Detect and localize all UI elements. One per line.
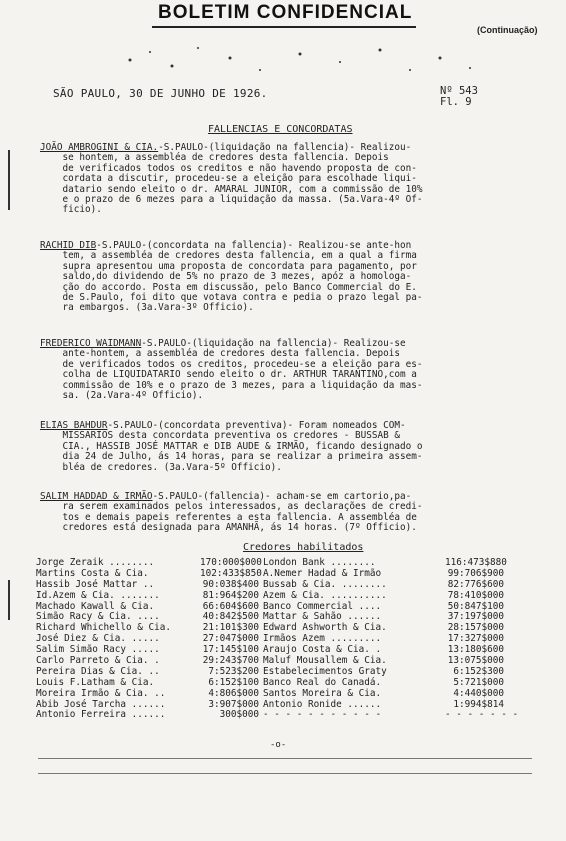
creditor-amount: 27:047$000 xyxy=(202,633,259,645)
creditor-name: Moreira Irmão & Cia. .. xyxy=(36,687,166,699)
creditor-amount: 40:842$500 xyxy=(202,611,259,623)
entry-bahdur xyxy=(40,421,552,473)
creditor-name: Martins Costa & Cia. xyxy=(36,567,149,579)
margin-mark xyxy=(8,580,10,620)
creditor-name: Carlo Parreto & Cia. . xyxy=(36,655,160,667)
bottom-rule xyxy=(38,773,532,774)
creditor-row xyxy=(36,689,536,700)
creditor-amount: 3:907$000 xyxy=(208,698,259,710)
creditor-name: Machado Kawall & Cia. xyxy=(36,600,155,612)
creditor-name: Id.Azem & Cia. ....... xyxy=(36,589,160,601)
creditor-name: Azem & Cia. .......... xyxy=(263,589,387,601)
creditor-amount: 29:243$700 xyxy=(202,655,259,667)
margin-mark xyxy=(8,150,10,210)
creditor-name: Hassib José Mattar .. xyxy=(36,578,155,590)
entry-lead: JOÃO AMBROGINI & CIA. xyxy=(40,142,159,153)
creditor-name: - - - - - - - - - - - xyxy=(263,709,382,721)
creditor-amount: 82:776$600 xyxy=(447,578,504,590)
creditor-name: Richard Whichello & Cia. xyxy=(36,622,172,634)
creditor-amount: 116:473$880 xyxy=(445,557,507,568)
entry-text: -S.PAULO-(liquidação na fallencia)- Realizou-se ante-hontem, a assembléa de credores desta fallencia. Depois de verificados todos os creditos, procedeu-se a eleição para es- colha de LIQUIDATARIO sendo eleito o dr. ARTHUR TARANTINO,com a commissão de 10% e o prazo de 3 mezes, para a liquidação da mas- sa. (2a.Vara-4º Officio). xyxy=(62,338,423,402)
creditor-amount: - - - - - - - xyxy=(445,709,519,721)
creditor-name: Edward Ashworth & Cia. xyxy=(263,622,387,634)
creditor-name: Antonio Ronide ...... xyxy=(263,698,382,710)
creditors-title: Credores habilitados xyxy=(243,542,364,553)
title-underline xyxy=(152,26,416,28)
entry-ambrogini xyxy=(40,143,552,216)
creditor-name: Banco Real do Canadá. xyxy=(263,676,382,688)
end-mark: -o- xyxy=(270,740,287,750)
creditor-amount: 102:433$850 xyxy=(200,567,262,579)
entry-waidmann xyxy=(40,339,552,401)
continuation-label: (Continuação) xyxy=(477,25,538,35)
creditor-amount: 37:197$000 xyxy=(447,611,504,623)
entry-text: -S.PAULO-(fallencia)- acham-se em cartorio,pa- ra serem examinados pelos interessados, as declarações de credi- tos e demais papeis referentes a esta fallencia. A assembléa de credores está designada para AMANHÃ, ás 14 horas. (7º Officio). xyxy=(62,491,423,534)
creditor-amount: 90:038$400 xyxy=(202,578,259,590)
creditor-name: London Bank ........ xyxy=(263,557,376,568)
creditor-name: Simão Racy & Cia. .... xyxy=(36,611,160,623)
entry-haddad xyxy=(40,492,552,534)
bottom-rule xyxy=(38,758,532,759)
creditor-name: Pereira Dias & Cia. .. xyxy=(36,665,160,677)
entry-lead: RACHID DIB xyxy=(40,240,97,251)
creditor-amount: 170:000$000 xyxy=(200,557,262,568)
sheet-number: Fl. 9 xyxy=(440,96,472,108)
creditor-name: Salim Simão Racy ..... xyxy=(36,644,160,656)
entry-text: -S.PAULO-(concordata preventiva)- Foram nomeados COM- MISSARIOS desta concordata preventiva os credores - BUSSAB & CIA., HASSIB JOSÉ MATTAR e DIB AUDE & IRMÃO, ficando designado o dia 24 de Julho, ás 14 horas, para se realizar a primeira assem- bléa de credores. (3a.Vara-5º Officio). xyxy=(62,420,423,473)
creditor-name: A.Nemer Hadad & Irmão xyxy=(263,567,382,579)
creditor-name: Louis F.Latham & Cia. xyxy=(36,676,155,688)
creditors-table xyxy=(36,558,536,721)
creditor-amount: 17:327$000 xyxy=(447,633,504,645)
entry-lead: FREDERICO WAIDMANN xyxy=(40,338,142,349)
creditor-name: Bussab & Cia. ........ xyxy=(263,578,387,590)
creditor-name: Santos Moreira & Cia. xyxy=(263,687,382,699)
creditor-amount: 50:847$100 xyxy=(447,600,504,612)
creditor-name: Antonio Ferreira ...... xyxy=(36,709,166,721)
issue-number-value: Nº 543 xyxy=(440,85,478,97)
creditor-amount: 81:964$200 xyxy=(202,589,259,601)
creditor-name: Araujo Costa & Cia. . xyxy=(263,644,382,656)
entry-rachid-dib xyxy=(40,241,552,314)
creditor-amount: 4:806$000 xyxy=(208,687,259,699)
entry-text: -S.PAULO-(concordata na fallencia)- Realizou-se ante-hon tem, a assembléa de credores desta fallencia, em a qual a firma supra apresentou uma proposta de concordata para pagamento, por saldo,do dividendo de 5% no prazo de 3 mezes, apóz a homologa- ção do accordo. Posta em discussão, pelo Banco Commercial do E. de S.Paulo, foi dito que votava contra e pedia o prazo legal pa- ra embargos. (3a.Vara-3º Officio). xyxy=(62,240,423,314)
creditor-amount: 5:721$000 xyxy=(453,676,504,688)
creditor-amount: 78:410$000 xyxy=(447,589,504,601)
creditor-amount: 66:604$600 xyxy=(202,600,259,612)
creditor-amount: 7:523$200 xyxy=(208,665,259,677)
creditor-amount: 6:152$100 xyxy=(208,676,259,688)
creditor-name: Banco Commercial .... xyxy=(263,600,382,612)
creditor-amount: 4:440$000 xyxy=(453,687,504,699)
creditor-amount: 1:994$814 xyxy=(453,698,504,710)
creditor-amount: 21:101$300 xyxy=(202,622,259,634)
creditor-name: Irmãos Azem ......... xyxy=(263,633,382,645)
entry-lead: ELIAS BAHDUR xyxy=(40,420,108,431)
creditor-name: Maluf Mousallem & Cia. xyxy=(263,655,387,667)
creditor-row xyxy=(36,591,536,602)
creditor-amount: 300$000 xyxy=(219,709,259,721)
entry-lead: SALIM HADDAD & IRMÃO xyxy=(40,491,153,502)
creditor-name: Jorge Zeraik ........ xyxy=(36,557,155,568)
creditor-name: José Diez & Cia. ..... xyxy=(36,633,160,645)
creditor-amount: 28:157$000 xyxy=(447,622,504,634)
entry-text: -S.PAULO-(liquidação na fallencia)- Realizou- se hontem, a assembléa de credores desta fallencia. Depois de verificados todos os creditos e não havendo proposta de con- cordata a discutir, procedeu-se a eleição para escolhade liqui- datario sendo eleito o dr. AMARAL JUNIOR, com a commissão de 10% e o prazo de 6 mezes para a liquidação da massa. (5a.Vara-4º Of- ficio). xyxy=(62,142,423,216)
ink-speckles xyxy=(110,40,490,85)
creditor-name: Abib José Tarcha ...... xyxy=(36,698,166,710)
creditor-amount: 6:152$300 xyxy=(453,665,504,677)
section-title: FALLENCIAS E CONCORDATAS xyxy=(208,124,353,135)
dateline: SÃO PAULO, 30 DE JUNHO DE 1926. xyxy=(53,87,268,100)
bulletin-title: BOLETIM CONFIDENCIAL xyxy=(158,2,413,23)
creditor-amount: 17:145$100 xyxy=(202,644,259,656)
issue-number xyxy=(440,86,478,108)
creditor-row xyxy=(36,710,536,721)
creditor-amount: 13:075$000 xyxy=(447,655,504,667)
creditor-amount: 13:180$600 xyxy=(447,644,504,656)
creditor-amount: 99:706$900 xyxy=(447,567,504,579)
creditor-name: Estabelecimentos Graty xyxy=(263,665,387,677)
creditor-name: Mattar & Sahão ...... xyxy=(263,611,382,623)
